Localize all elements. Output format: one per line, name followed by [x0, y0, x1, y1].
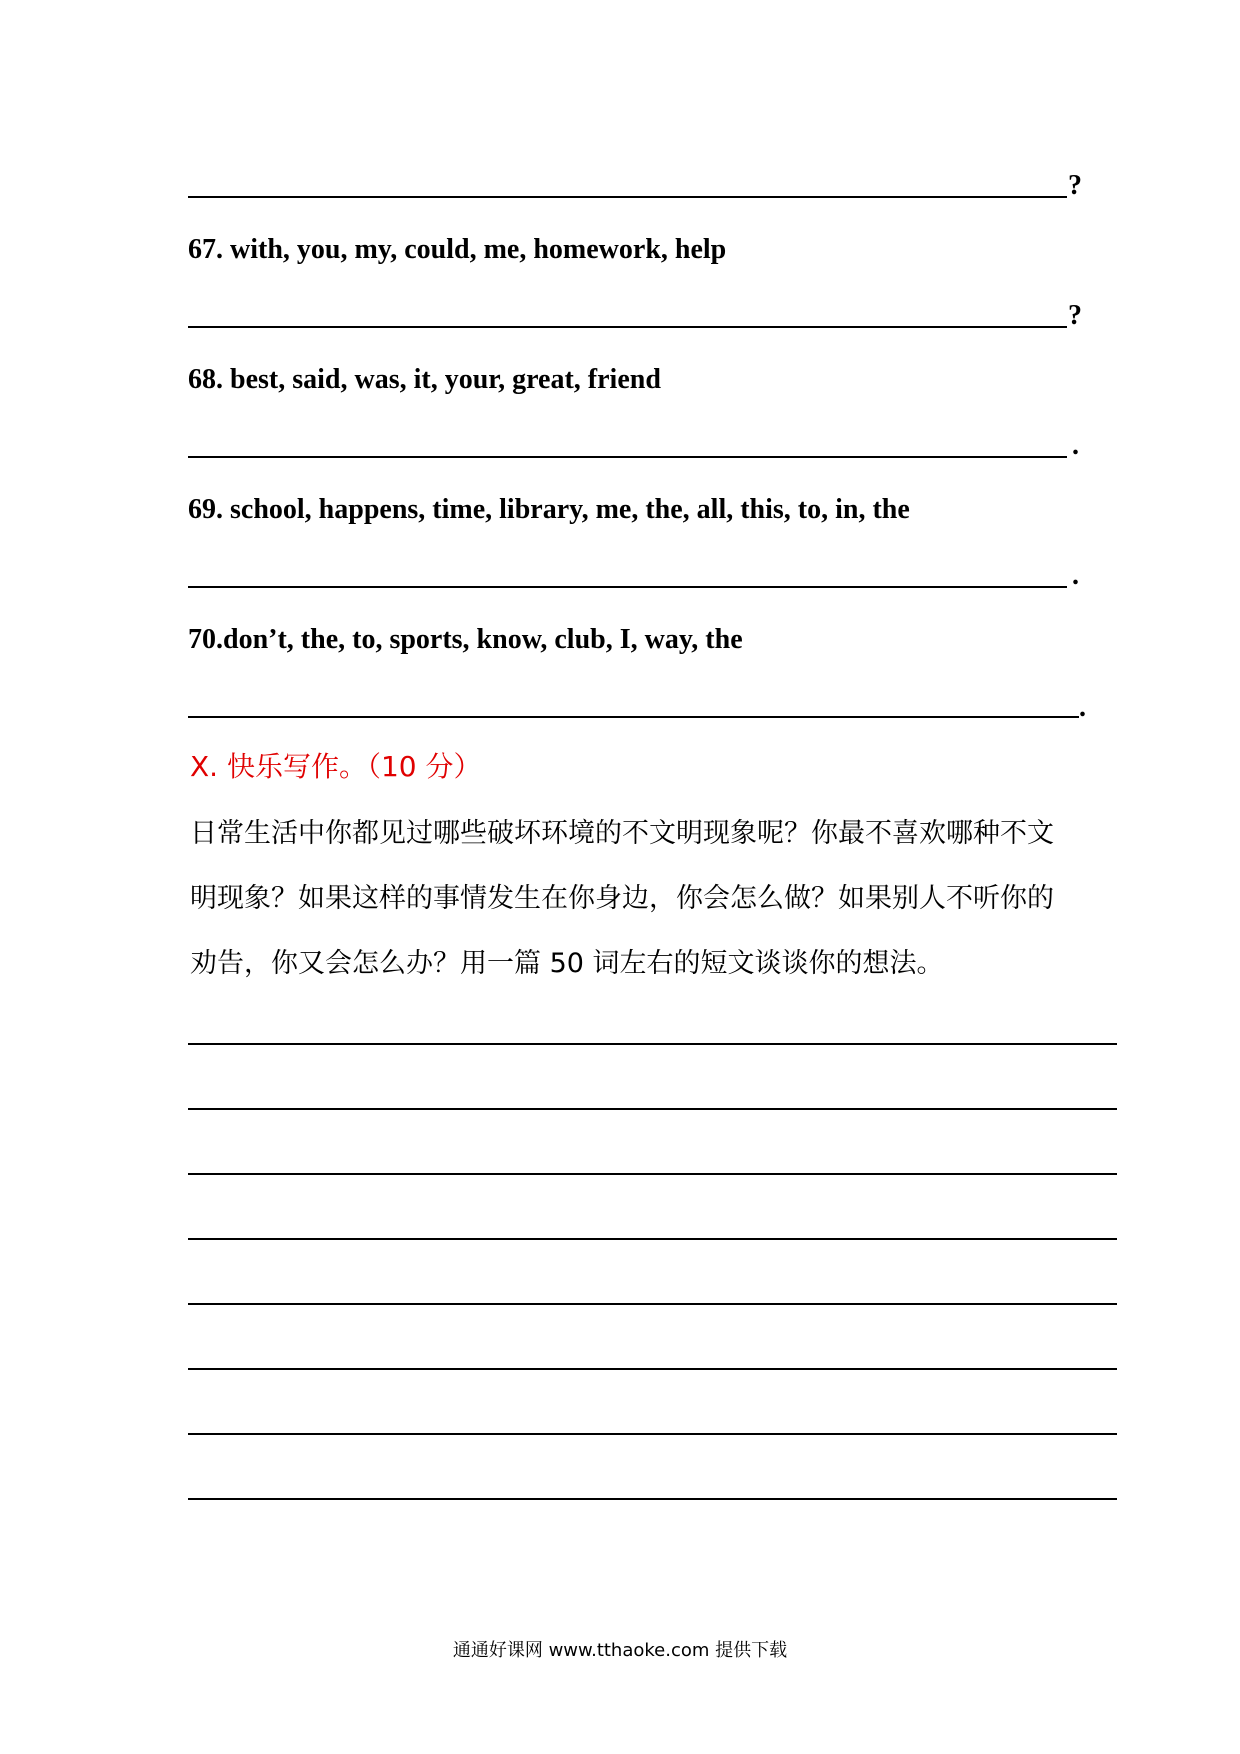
writing-prompt-line: 明现象？如果这样的事情发生在你身边，你会怎么做？如果别人不听你的	[190, 883, 1054, 914]
writing-line[interactable]	[188, 1173, 1117, 1175]
answer-end-69: .	[1072, 560, 1079, 591]
writing-line[interactable]	[188, 1108, 1117, 1110]
question-70: 70.don’t, the, to, sports, know, club, I, way, the	[188, 624, 743, 655]
question-69: 69. school, happens, time, library, me, the, all, this, to, in, the	[188, 494, 910, 525]
answer-line-69[interactable]	[188, 586, 1067, 588]
question-68: 68. best, said, was, it, your, great, friend	[188, 364, 661, 395]
answer-end-66: ?	[1068, 170, 1082, 201]
answer-end-67: ?	[1068, 300, 1082, 331]
answer-line-66[interactable]	[188, 196, 1067, 198]
answer-end-68: .	[1072, 430, 1079, 461]
writing-line[interactable]	[188, 1043, 1117, 1045]
question-67: 67. with, you, my, could, me, homework, help	[188, 234, 727, 265]
answer-line-68[interactable]	[188, 456, 1067, 458]
answer-line-70[interactable]	[188, 716, 1079, 718]
footer-source: 通通好课网 www.tthaoke.com 提供下载	[452, 1640, 788, 1661]
writing-line[interactable]	[188, 1238, 1117, 1240]
writing-prompt-line: 日常生活中你都见过哪些破坏环境的不文明现象呢？你最不喜欢哪种不文	[190, 818, 1054, 849]
writing-line[interactable]	[188, 1303, 1117, 1305]
answer-line-67[interactable]	[188, 326, 1067, 328]
writing-prompt-line: 劝告，你又会怎么办？用一篇 50 词左右的短文谈谈你的想法。	[190, 948, 944, 979]
writing-line[interactable]	[188, 1368, 1117, 1370]
writing-line[interactable]	[188, 1498, 1117, 1500]
section-title-writing: X. 快乐写作。（10 分）	[190, 750, 482, 783]
answer-end-70: .	[1079, 692, 1086, 723]
writing-line[interactable]	[188, 1433, 1117, 1435]
